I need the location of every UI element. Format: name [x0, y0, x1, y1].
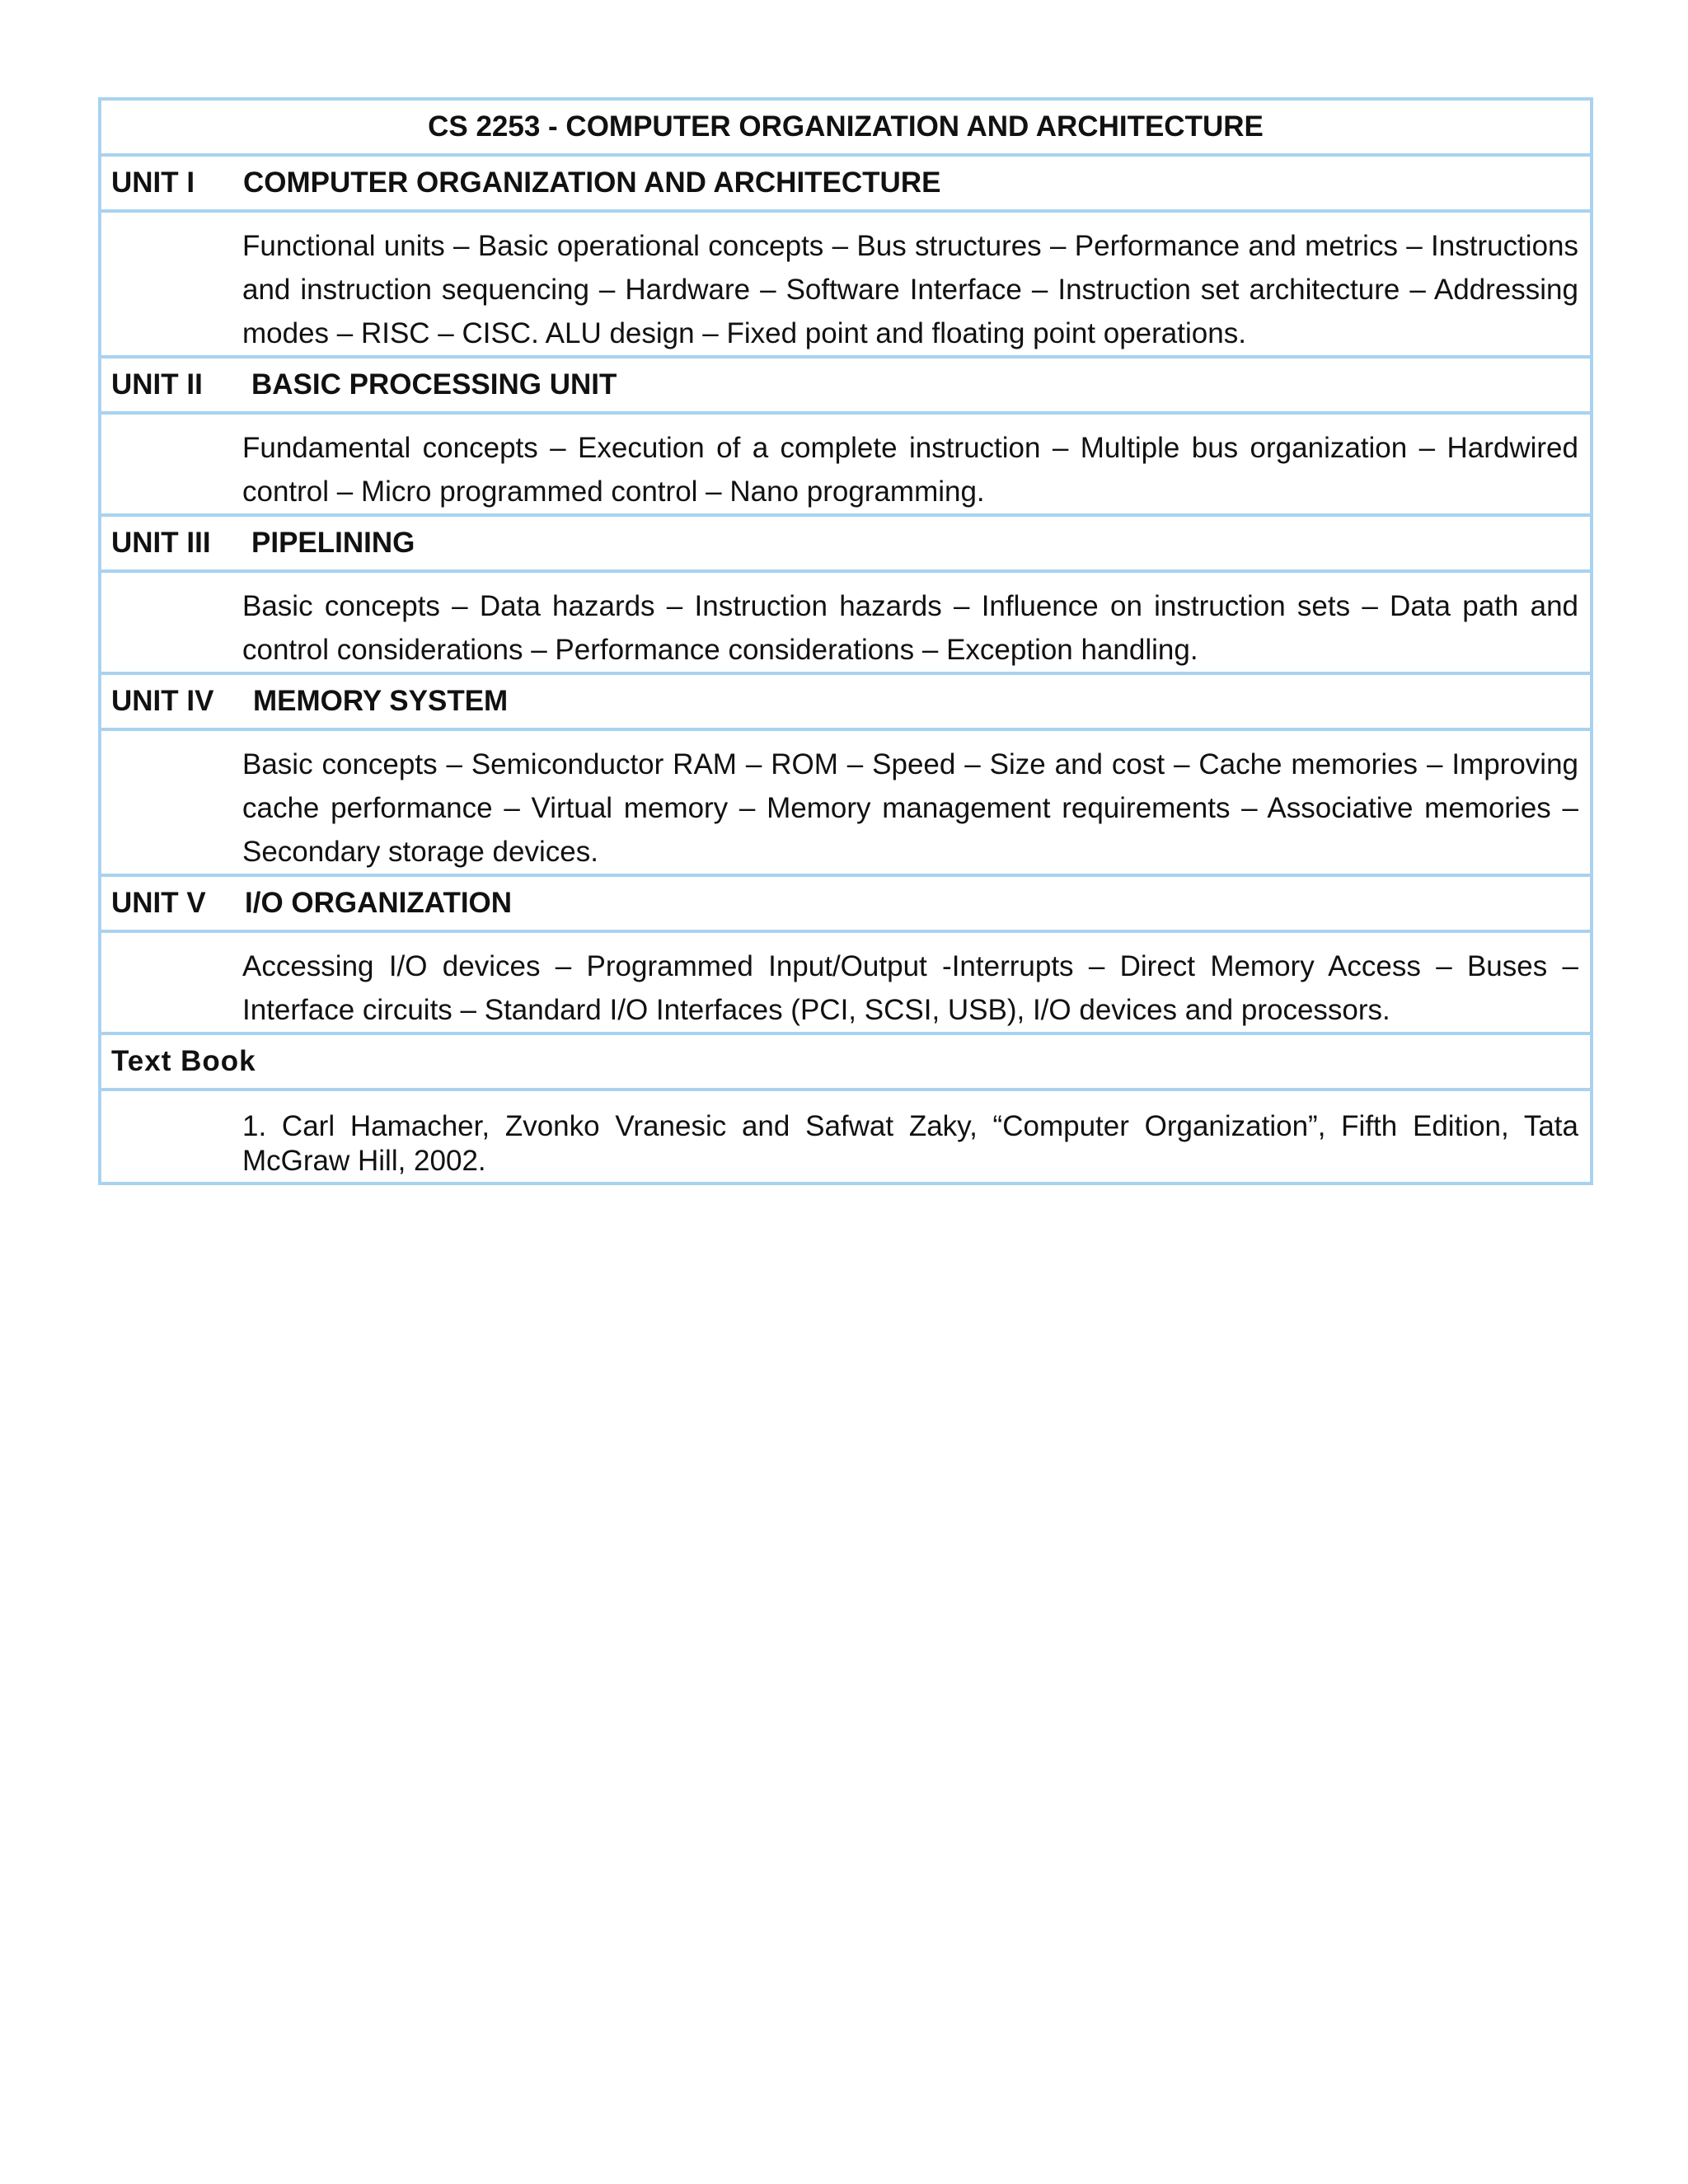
- unit-header-2: [101, 359, 1590, 415]
- unit-topics-2: [101, 415, 1590, 517]
- unit-topics-5: [101, 933, 1590, 1035]
- unit-header-3: [101, 517, 1590, 573]
- unit-title: PIPELINING: [251, 527, 415, 559]
- unit-title: MEMORY SYSTEM: [253, 685, 509, 717]
- unit-header-1: [101, 157, 1590, 213]
- syllabus-table: [98, 97, 1593, 1185]
- text-book-entry: 1. Carl Hamacher, Zvonko Vranesic and Safwat Zaky, “Computer Organization”, Fifth Edition, Tata McGraw Hill, 2002.: [242, 1110, 1578, 1177]
- topics-text: Accessing I/O devices – Programmed Input/Output -Interrupts – Direct Memory Access – Buses – Interface circuits – Standard I/O Interfaces (PCI, SCSI, USB), I/O devices and processors.: [242, 950, 1578, 1026]
- unit-topics-3: [101, 573, 1590, 675]
- unit-number: UNIT IV: [111, 685, 214, 717]
- unit-number: UNIT III: [111, 527, 211, 559]
- unit-number: UNIT I: [111, 166, 195, 199]
- unit-number: UNIT V: [111, 887, 206, 919]
- unit-topics-1: [101, 213, 1590, 359]
- topics-text: Fundamental concepts – Execution of a complete instruction – Multiple bus organization – Hardwired control – Micro programmed control – Nano programming.: [242, 432, 1578, 508]
- text-book-heading: Text Book: [101, 1035, 1590, 1091]
- unit-title: COMPUTER ORGANIZATION AND ARCHITECTURE: [243, 166, 941, 199]
- course-title: CS 2253 - COMPUTER ORGANIZATION AND ARCHITECTURE: [101, 101, 1590, 157]
- unit-topics-4: [101, 731, 1590, 877]
- topics-text: Basic concepts – Semiconductor RAM – ROM – Speed – Size and cost – Cache memories – Improving cache performance – Virtual memory – Memory management requirements – Associative memories – Secondary storage devices.: [242, 748, 1578, 868]
- unit-header-5: [101, 877, 1590, 933]
- unit-number: UNIT II: [111, 368, 203, 401]
- topics-text: Functional units – Basic operational concepts – Bus structures – Performance and metrics – Instructions and instruction sequencing – Hardware – Software Interface – Instruction set architecture – Addressing modes – RISC – CISC. ALU design – Fixed point and floating point operations.: [242, 230, 1578, 349]
- unit-title: BASIC PROCESSING UNIT: [251, 368, 617, 401]
- unit-header-4: [101, 675, 1590, 731]
- text-book-entries: [101, 1091, 1590, 1182]
- topics-text: Basic concepts – Data hazards – Instruction hazards – Influence on instruction sets – Data path and control considerations – Performance considerations – Exception handling.: [242, 590, 1578, 666]
- unit-title: I/O ORGANIZATION: [245, 887, 513, 919]
